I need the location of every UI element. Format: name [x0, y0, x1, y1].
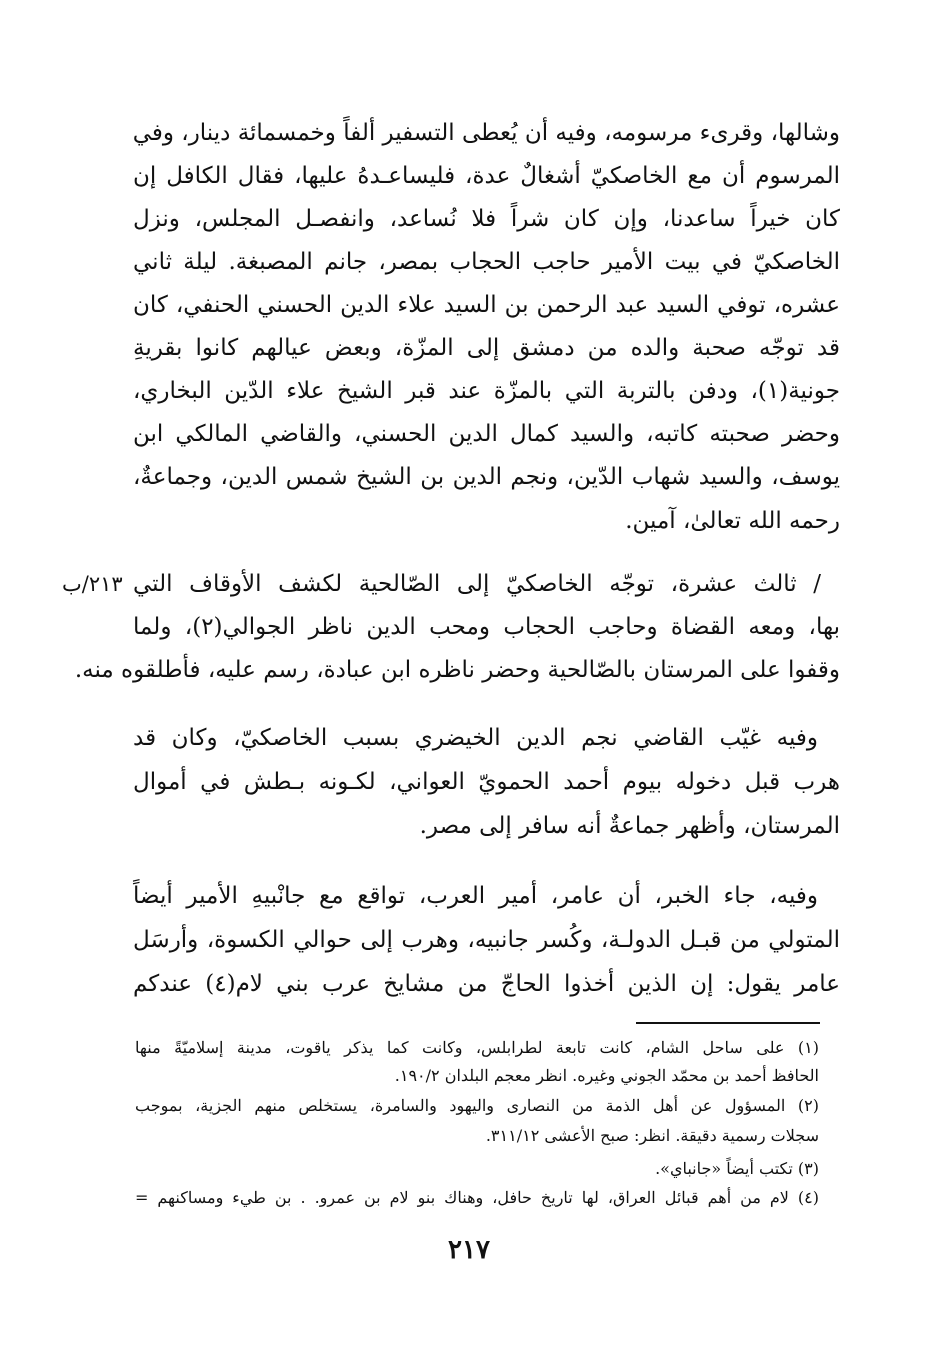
text-line: يوسف، والسيد شهاب الدّين، ونجم الدين بن الشيخ شمس الدين، وجماعةٌ، — [133, 464, 840, 490]
text-line: وشالها، وقرىء مرسومه، وفيه أن يُعطى التسفير ألفاً وخمسمائة دينار، وفي — [132, 120, 840, 146]
text-line: وفيه، جاء الخبر، أن عامر، أمير العرب، تواقع مع جانْبيهِ الأمير أيضاً — [133, 883, 818, 909]
text-line: كان خيراً ساعدنا، وإن كان شراً فلا نُساعد، وانفصـل المجلس، ونزل — [133, 206, 840, 232]
text-line: عشره، توفي السيد عبد الرحمن بن السيد علاء الدين الحسني الحنفي، كان — [133, 292, 840, 318]
text-line: وفيه غيّب القاضي نجم الدين الخيضري بسبب الخاصكيّ، وكان قد — [133, 725, 818, 751]
text-line: هرب قبل دخوله بيوم أحمد الحمويّ العواني، لكـونه بـطش في أموال — [133, 769, 840, 795]
text-line: رحمه الله تعالىٰ، آمين. — [625, 508, 840, 534]
footnote-line: (٤) لام من أهم قبائل العراق، لها تاريخ حافل، وهناك بنو لام بن عمرو. . بن طيء ومساكنهم = — [135, 1188, 819, 1207]
text-line: بها، ومعه القضاة وحاجب الحجاب ومحب الدين ناظر الجوالي(٢)، ولما — [133, 614, 840, 640]
footnote-line: الحافظ أحمد بن محمّد الجوني وغيره. انظر معجم البلدان ١٩٠/٢. — [394, 1066, 819, 1085]
footnote-separator — [636, 1022, 820, 1024]
text-line: جونية(١)، ودفن بالتربة التي بالمزّة عند قبر الشيخ علاء الدّين البخاري، — [133, 378, 840, 404]
page-number: ٢١٧ — [448, 1235, 490, 1265]
text-line: / ثالث عشرة، توجّه الخاصكيّ إلى الصّالحية لكشف الأوقاف التي — [133, 571, 821, 597]
footnote-line: (١) على ساحل الشام، كانت تابعة لطرابلس، وكانت كما يذكر ياقوت، مدينة إسلاميّةً منها — [135, 1038, 819, 1057]
text-line: المتولي من قبـل الدولـة، وكُسر جانبيه، وهرب إلى حوالي الكسوة، وأرسَل — [133, 927, 840, 953]
text-line: عامر يقول: إن الذين أخذوا الحاجّ من مشايخ عرب بني لام(٤) عندكم — [133, 971, 841, 997]
footnote-line: (٢) المسؤول عن أهل الذمة من النصارى واليهود والسامرة، يستخلص منهم الجزية، بموجب — [135, 1096, 819, 1115]
text-line: المرستان، وأظهر جماعةٌ أنه سافر إلى مصر. — [419, 813, 840, 839]
text-line: قد توجّه صحبة والده من دمشق إلى المزّة، وبعض عيالهم كانوا بقريةِ — [133, 335, 840, 361]
text-line: وحضر صحبته كاتبه، والسيد كمال الدين الحسني، والقاضي المالكي ابن — [133, 421, 840, 447]
text-line: وقفوا على المرستان بالصّالحية وحضر ناظره ابن عبادة، رسم عليه، فأطلقوه منه. — [74, 657, 840, 683]
footnote-line: (٣) تكتب أيضاً «جانباي». — [655, 1159, 819, 1178]
text-line: الخاصكيّ في بيت الأمير حاجب الحجاب بمصر، جانم المصبغة. ليلة ثاني — [133, 249, 840, 275]
text-line: المرسوم أن مع الخاصكيّ أشغالٌ عدة، فليساعـدهُ عليها، فقال الكافل إن — [133, 163, 840, 189]
folio-marker: ٢١٣/ب — [62, 572, 123, 596]
footnote-line: سجلات رسمية دقيقة. انظر: صبح الأعشى ٣١١/١٢. — [485, 1126, 819, 1145]
